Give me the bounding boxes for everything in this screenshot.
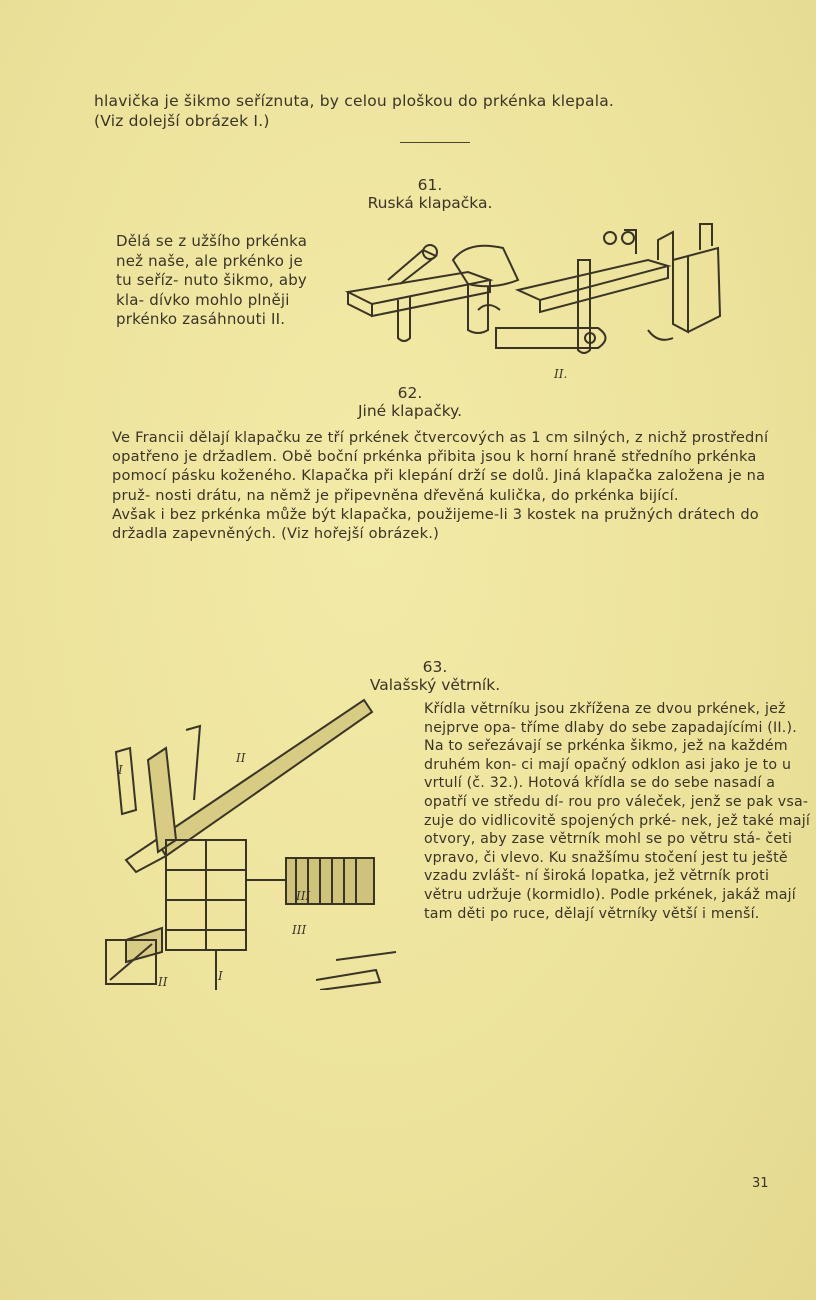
figure-63-label-1: I [118,763,123,777]
figure-63-label-5: III [296,889,311,903]
section-61-number: 61. [417,176,443,194]
figure-63-label-4: II [158,975,168,989]
figure-63-label-2: II [236,751,246,765]
section-63-title: Valašský větrník. [369,676,501,694]
page-number: 31 [752,1176,769,1191]
wallachian-windmill-illustration [96,690,416,990]
section-62-paragraph-1: Ve Francii dělají klapačku ze tří prkének čtvercových as 1 cm silných, z nichž prostřední opatřeno je držadlem. Obě boční prkénka přibita jsou k horní hraně středního prkénka pomocí pásku koženého. Klapačka při klepání drží se dolů. Jiná klapačka založena je na pruž- nosti drátu, na němž je připevněna dřevěná kulička, do prkénka bijící. [112,429,769,504]
figure-61-label: II. [554,367,568,380]
figure-63-label-6: I [218,969,223,983]
section-62-title: Jiné klapačky. [357,402,463,420]
section-63-text: Křídla větrníku jsou zkřížena ze dvou prkének, jež nejprve opa- tříme dlaby do sebe zapadajícími (II.). Na to seřezávají se prkénka šikmo, jež na každém druhém kon- ci mají opačný odklon asi jako je to u vrtulí (č. 32.). Hotová křídla se do sebe nasadí a opatří ve středu dí- rou pro váleček, jenž se pak vsa- zuje do vidlicovitě spojených prké- nek, jež také mají otvory, aby zase větrník mohl se po větru stá- četi vpravo, či vlevo. Ku snažšímu stočení jest tu ještě vzadu zvlášt- ní široká lopatka, jež větrník proti větru udržuje (kormidlo). Podle prkének, jakáž mají tam děti po ruce, dělají větrníky větší i menší. [424,701,810,922]
section-62-text [112,428,802,543]
section-63-number: 63. [422,658,448,676]
top-text-reference: (Viz dolejší obrázek I.) [94,112,270,130]
section-divider [400,142,470,143]
top-text-line: hlavička je šikmo seříznuta, by celou ploškou do prkénka klepala. [94,92,615,110]
section-62-paragraph-2: Avšak i bez prkénka může být klapačka, použijeme-li 3 kostek na pružných drátech do držadla zapevněných. (Viz hořejší obrázek.) [112,505,759,543]
section-62-number: 62. [397,384,423,402]
figure-63-label-3: III [292,923,307,937]
section-61-text: Dělá se z užšího prkénka než naše, ale prkénko je tu seříz- nuto šikmo, aby kla- dívko mohlo plněji prkénko zasáhnouti II. [116,232,308,329]
section-61-title: Ruská klapačka. [367,194,493,212]
russian-clapper-illustration [328,220,728,380]
